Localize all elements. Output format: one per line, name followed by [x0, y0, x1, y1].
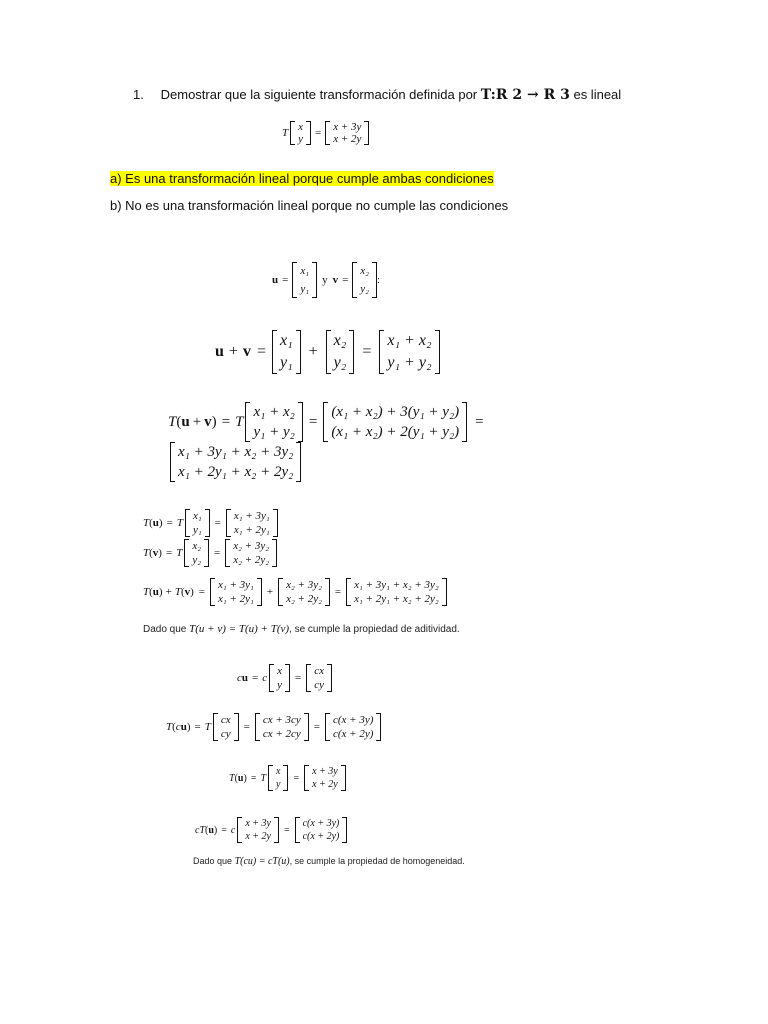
Tu-plus-Tv-equation: T ( u ) + T ( v ) = x₁ + 3y₁ x₁ + 2y₁ + x₂ + 3y₂ x₂ + 2y₂ = x₁ + 3y₁ + x₂ + 3y₂ x₁ + 2y₁ + x₂ + 2y₂ — [143, 578, 447, 606]
cu-equation: c u = c x y = cx cy — [237, 664, 332, 692]
T-sum-result: x₁ + 3y₁ + x₂ + 3y₂ x₁ + 2y₁ + x₂ + 2y₂ — [170, 442, 301, 482]
sum-equation: u + v = x₁ y₁ + x₂ y₂ = x₁ + x₂ y₁ + y₂ — [215, 330, 440, 374]
definition-equation: T x y = x + 3y x + 2y — [282, 121, 369, 145]
question-number: 1. — [133, 87, 144, 102]
Tu-equation: T ( u ) = T x₁ y₁ = x₁ + 3y₁ x₁ + 2y₁ — [143, 509, 278, 537]
question-line — [133, 87, 621, 103]
additivity-caption: Dado que T(u + v) = T(u) + T(v), se cumple la propiedad de aditividad. — [143, 623, 460, 635]
homogeneity-caption: Dado que T(cu) = cT(u), se cumple la propiedad de homogeneidad. — [193, 856, 465, 867]
question-text: Demostrar que la siguiente transformación definida por — [160, 87, 478, 102]
Tu-hom-equation: T ( u ) = T x y = x + 3y x + 2y — [229, 765, 346, 791]
option-b: b) No es una transformación lineal porque no cumple las condiciones — [110, 198, 509, 213]
definition-lhs: T — [282, 127, 289, 139]
T-sum-equation: T ( u + v ) = T x₁ + x₂ y₁ + y₂ = (x₁ + x₂) + 3(y₁ + y₂) (x₁ + x₂) + 2(y₁ + y₂) = — [168, 404, 484, 440]
Tcu-equation: T ( c u ) = T cx cy = cx + 3cy cx + 2cy = c(x + 3y) c(x + 2y) — [166, 713, 381, 741]
question-math: T:R 2 → R 3 — [480, 87, 570, 103]
option-a: a) Es una transformación lineal porque cumple ambas condiciones — [110, 171, 494, 186]
definition-result: x + 3y x + 2y — [325, 121, 369, 145]
question-text-end: es lineal — [573, 87, 622, 102]
Tv-equation: T ( v ) = T x₂ y₂ = x₂ + 3y₂ x₂ + 2y₂ — [143, 539, 277, 567]
uv-definition: u = x₁ y₁ y v = x₂ y₂ : — [272, 262, 380, 298]
cTu-equation: cT ( u ) = c x + 3y x + 2y = c(x + 3y) c(x + 2y) — [195, 817, 347, 843]
definition-vector: x y — [290, 121, 311, 145]
